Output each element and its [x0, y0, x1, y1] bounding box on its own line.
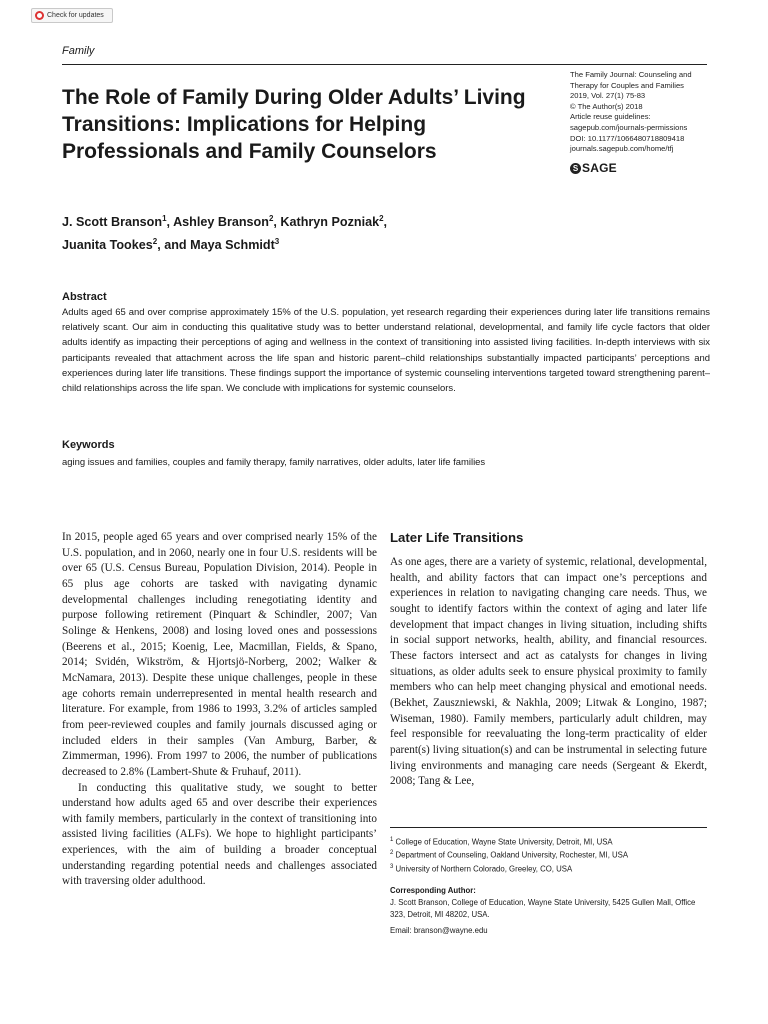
corresponding-author-heading: Corresponding Author:	[390, 886, 476, 895]
footnote-text: College of Education, Wayne State University, Detroit, MI, USA	[395, 837, 613, 847]
sage-logo-icon: S	[570, 163, 581, 174]
article-title: The Role of Family During Older Adults’ Living Transitions: Implications for Helping Professionals and Family Counselors	[62, 86, 526, 163]
keywords-text: aging issues and families, couples and family therapy, family narratives, older adults, later life families	[62, 457, 486, 468]
body-paragraph: In conducting this qualitative study, we sought to better understand how adults aged 65 and over describe their experiences with family members, particularly in the context of transitioning into assisted living facilities (ALFs). We hope to highlight participants’ experiences, with the aim of building a broader conceptual understanding regarding potential needs and challenges associated with traversing older adulthood.	[62, 781, 377, 888]
journal-info-line: Therapy for Couples and Families	[570, 80, 684, 90]
journal-home-link[interactable]: journals.sagepub.com/home/tfj	[570, 144, 674, 154]
author-name: Juanita Tookes	[62, 238, 153, 253]
check-for-updates-label: Check for updates	[47, 12, 104, 19]
body-paragraph: In 2015, people aged 65 years and over comprised nearly 15% of the U.S. population, and in 2060, nearly one in four U.S. residents will be over 65 (U.S. Census Bureau, Population Division, 2014). People in 65 plus age cohorts are tasked with navigating dynamic developmental challenges including renegotiating identity and purpose following retirement (Pinquart & Schindler, 2007; Van Solinge & Henkens, 2008) and losing loved ones and possessions (Beerens et al., 2015; Koenig, Lee, Macmillan, Fields, & Spano, 2014; Svidén, Wikström, & Hjortsjö-Norberg, 2002; Walker & McNamara, 2013). Despite these unique challenges, people in these age cohorts remain underrepresented in mental health research and literature. For example, from 1986 to 1993, 3.2% of articles sampled from peer-reviewed couples and family journals discussed aging or included elders in their samples (Van Amburg, Barber, & Zimmerman, 1996). From 1997 to 2006, the number of publications decreased to 2.8% (Lambert-Shute & Fruhauf, 2011).	[62, 531, 377, 778]
author-affiliation: 2	[268, 214, 274, 223]
author-name: J. Scott Branson	[62, 215, 163, 230]
journal-info-link[interactable]: sagepub.com/journals-permissions	[570, 122, 688, 132]
author-separator: , and	[157, 238, 191, 253]
footnote-number: 1	[390, 837, 394, 843]
footnote-number: 3	[390, 863, 394, 870]
author-affiliation: 2	[152, 237, 158, 247]
author-affiliation: 1	[162, 214, 167, 223]
abstract-text: Adults aged 65 and over comprise approximately 15% of the U.S. population, yet research regarding their experiences during later life transitions remains relatively scant. Our aim in conducting this qualitative study was to better understand relational, developmental, and family life cycle factors that older adults identify as impacting their perceptions of aging and wellness in the context of transitioning into assisted living facilities. In-depth interviews with six participants revealed that attachment across the life span and historic parent–child relationships substantially impacted participants’ perceptions and experiences during later life transitions. These findings support the importance of systemic counseling interventions targeted toward strengthening parent–child relationships across the life span. We conclude with implications for systemic counselors.	[62, 307, 710, 395]
journal-info	[570, 70, 720, 155]
header-rule	[62, 64, 707, 65]
footnote-rule	[390, 827, 707, 828]
journal-info-line: © The Author(s) 2018	[570, 101, 643, 111]
abstract-heading: Abstract	[62, 291, 107, 303]
author-separator: ,	[273, 215, 281, 230]
affiliation-footnotes	[390, 835, 710, 875]
sage-logo	[570, 161, 617, 175]
author-affiliation: 3	[274, 237, 280, 247]
sage-logo-text: SAGE	[582, 161, 617, 175]
keywords-heading: Keywords	[62, 439, 115, 451]
check-for-updates-button[interactable]	[31, 8, 113, 23]
footnote-item	[390, 848, 710, 861]
body-right-column	[390, 555, 707, 790]
journal-info-line: Article reuse guidelines:	[570, 112, 651, 122]
corresponding-author-address: J. Scott Branson, College of Education, Wayne State University, 5425 Gullen Mall, Office 323, Detroit, MI 48202, USA.	[390, 898, 696, 919]
doi-link[interactable]: DOI: 10.1177/1066480718809418	[570, 133, 685, 143]
section-heading: Later Life Transitions	[390, 530, 524, 545]
author-affiliation: 2	[379, 214, 384, 223]
author-separator: ,	[383, 215, 388, 230]
footnote-item	[390, 862, 710, 875]
crossmark-icon	[35, 11, 44, 20]
footnote-text: Department of Counseling, Oakland University, Rochester, MI, USA	[395, 850, 629, 860]
footnote-text: University of Northern Colorado, Greeley, CO, USA	[395, 864, 573, 874]
section-label: Family	[62, 45, 95, 57]
author-name: Ashley Branson	[173, 215, 269, 230]
journal-info-line: 2019, Vol. 27(1) 75-83	[570, 91, 646, 101]
author-name: Maya Schmidt	[190, 238, 275, 253]
journal-info-line: The Family Journal: Counseling and	[570, 70, 692, 79]
body-left-column	[62, 530, 377, 890]
body-paragraph: As one ages, there are a variety of systemic, relational, developmental, health, and ability factors that can impact one’s perceptions and experiences in relation to navigating changing care needs. Thus, we sought to identify factors within the context of aging and later life development that impact changes in living situation, including shifts in social support networks, health, ability, and financial resources. These factors intersect and act as catalysts for changes in living situations, as older adults seek to ensure physical proximity to family members who can help meet changing physical and emotional needs. (Bekhet, Zauszniewski, & Nakhla, 2009; Litwak & Longino, 1987; Wiseman, 1980). Family members, particularly adult children, may feel responsible for reevaluating the long-term practicality of elder parent(s) living situation(s) and can be instrumental in selecting future living environments and managing care needs (Sergeant & Ekerdt, 2008; Tang & Lee,	[390, 556, 707, 788]
author-name: Kathryn Pozniak	[280, 215, 380, 230]
footnote-item	[390, 835, 710, 848]
corresponding-author-email[interactable]: Email: branson@wayne.edu	[390, 926, 488, 935]
footnote-number: 2	[390, 850, 394, 857]
author-list	[62, 209, 562, 255]
author-separator: ,	[166, 215, 174, 230]
